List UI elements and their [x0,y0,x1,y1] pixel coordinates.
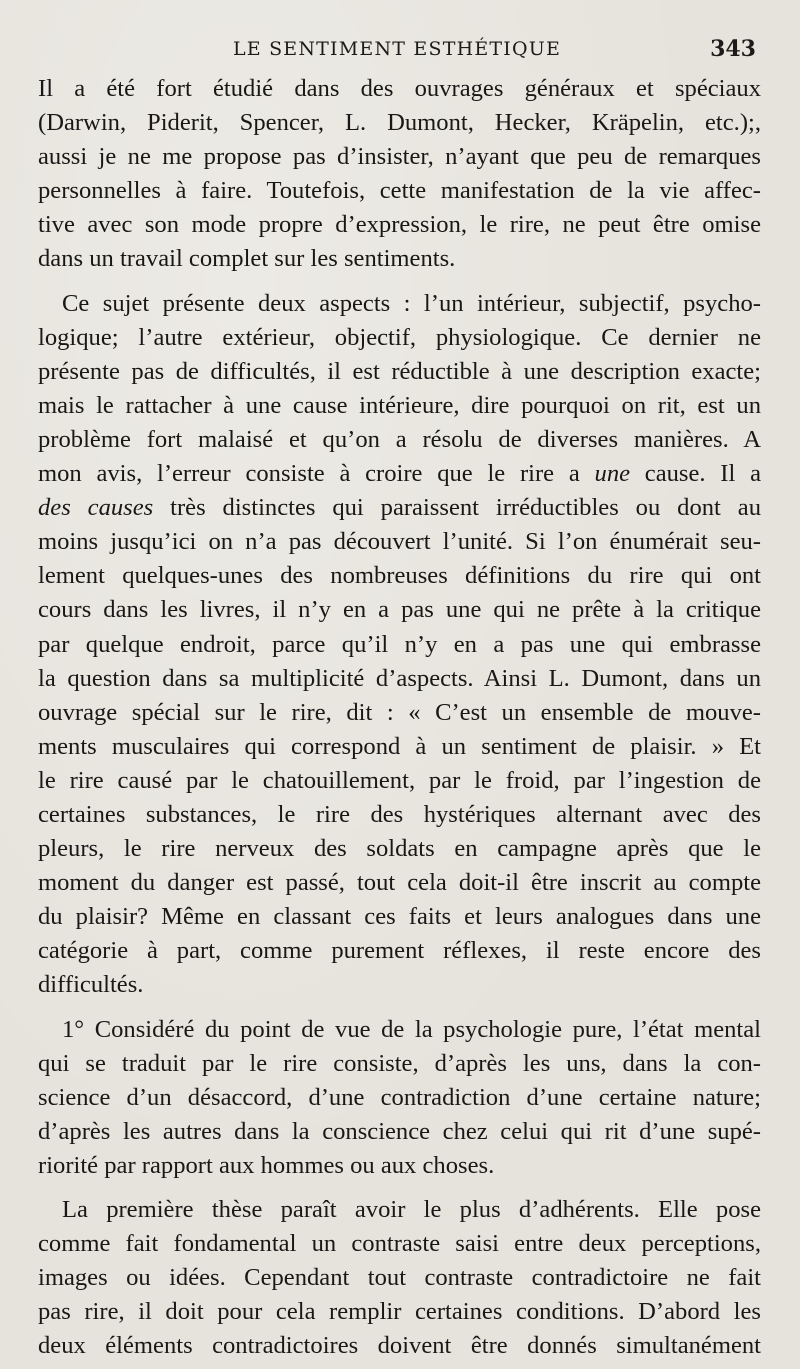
text-line: difficultés. [38,971,144,999]
text-line: lement quelques-unes des nombreuses définitions du rire qui ont [38,562,761,590]
text-line: moins jusqu’ici on n’a pas découvert l’unité. Si l’on énumérait seu- [38,528,761,556]
text-segment: très distinctes qui paraissent irréductibles ou dont au [170,494,761,522]
text-line: riorité par rapport aux hommes ou aux choses. [38,1151,495,1179]
body-text [38,72,761,1363]
text-line: certaines substances, le rire des hystériques alternant avec des [38,800,761,828]
page-number: 343 [710,36,756,62]
text-line: logique; l’autre extérieur, objectif, physiologique. Ce dernier ne [38,323,761,351]
italic-word: une [594,460,631,488]
paragraph [38,1013,761,1183]
paragraph [38,287,761,1003]
text-line: La première thèse paraît avoir le plus d’adhérents. Elle pose [62,1196,761,1223]
page-header [38,34,756,66]
text-line: catégorie à part, comme purement réflexes, il reste encore des [38,937,761,965]
text-line: (Darwin, Piderit, Spencer, L. Dumont, Hecker, Kräpelin, etc.);, [38,109,761,137]
text-line: deux éléments contradictoires doivent être donnés simultanément [38,1332,761,1360]
text-line: d’après les autres dans la conscience chez celui qui rit d’une supé- [38,1117,761,1145]
text-line: 1° Considéré du point de vue de la psychologie pure, l’état mental [62,1015,761,1043]
text-line: pleurs, le rire nerveux des soldats en campagne après que le [38,835,761,863]
text-line: mais le rattacher à une cause intérieure, dire pourquoi on rit, est un [38,391,761,419]
text-line: moment du danger est passé, tout cela doit-il être inscrit au compte [38,869,761,897]
text-line: qui se traduit par le rire consiste, d’après les uns, dans la con- [38,1049,761,1077]
text-line [38,457,761,491]
running-head: LE SENTIMENT ESTHÉTIQUE [232,38,562,60]
text-line: personnelles à faire. Toutefois, cette manifestation de la vie affec- [38,177,761,205]
text-line: comme fait fondamental un contraste saisi entre deux perceptions, [38,1230,761,1258]
text-line: le rire causé par le chatouillement, par le froid, par l’ingestion de [38,766,761,794]
paragraph [38,72,761,277]
text-line: cours dans les livres, il n’y en a pas une qui ne prête à la critique [38,596,761,624]
text-line: du plaisir? Même en classant ces faits et leurs analogues dans une [38,903,761,931]
text-line: ouvrage spécial sur le rire, dit : « C’est un ensemble de mouve- [38,698,761,726]
text-line: aussi je ne me propose pas d’insister, n’ayant que peu de remarques [38,143,761,171]
text-line: présente pas de difficultés, il est réductible à une description exacte; [38,357,761,385]
text-line: Il a été fort étudié dans des ouvrages généraux et spéciaux [38,75,761,102]
italic-phrase: des causes [38,494,154,522]
text-line: Ce sujet présente deux aspects : l’un intérieur, subjectif, psycho- [62,289,761,317]
text-line: tive avec son mode propre d’expression, le rire, ne peut être omise [38,211,761,239]
text-segment: mon avis, l’erreur consiste à croire que le rire a [38,460,595,488]
text-line: science d’un désaccord, d’une contradiction d’une certaine nature; [38,1083,761,1111]
text-line: par quelque endroit, parce qu’il n’y en a pas une qui embrasse [38,630,761,658]
text-line: dans un travail complet sur les sentiments. [38,245,456,273]
text-line [38,491,761,525]
text-line: problème fort malaisé et qu’on a résolu de diverses manières. A [38,425,761,453]
paragraph [38,1193,761,1363]
text-line: ments musculaires qui correspond à un sentiment de plaisir. » Et [38,732,761,760]
text-line: images ou idées. Cependant tout contraste contradictoire ne fait [38,1264,761,1292]
text-line: la question dans sa multiplicité d’aspects. Ainsi L. Dumont, dans un [38,664,761,692]
text-segment: cause. Il a [630,460,761,488]
text-line: pas rire, il doit pour cela remplir certaines conditions. D’abord les [38,1298,761,1326]
